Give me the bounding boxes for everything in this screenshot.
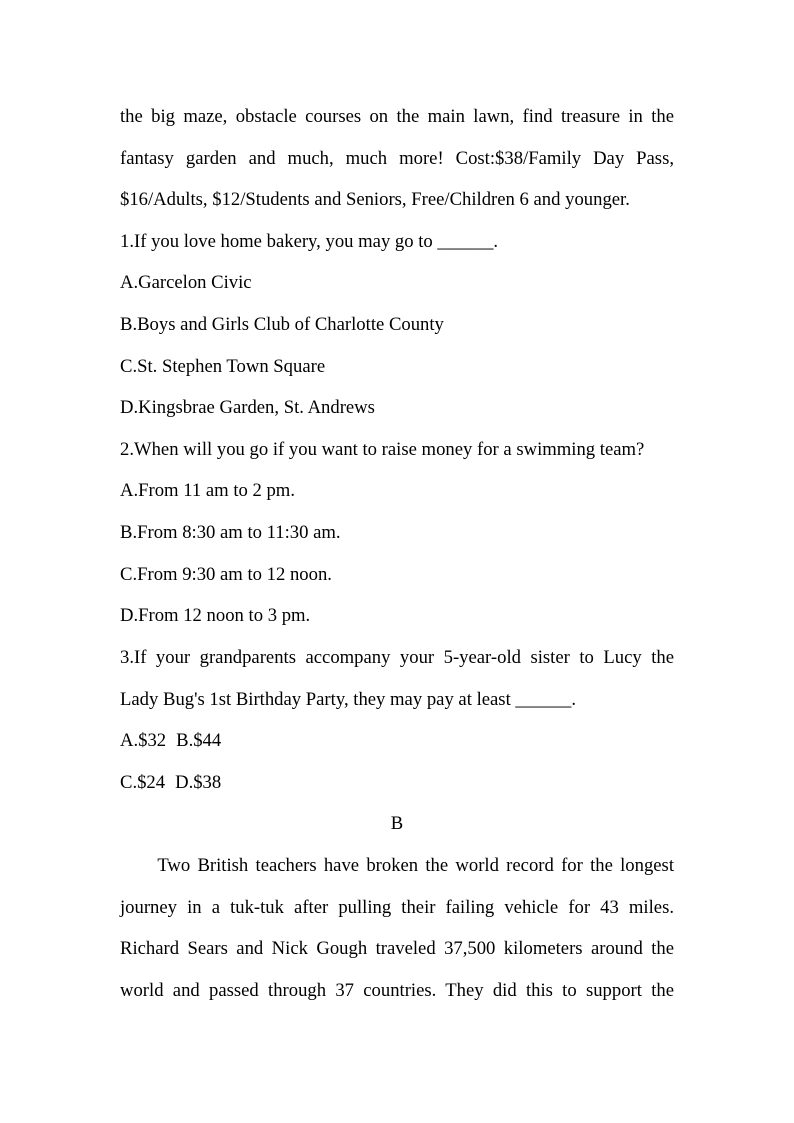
passage-a-continuation: [120, 96, 674, 221]
section-b: [120, 803, 674, 1011]
passage-a-line: fantasy garden and much, much more! Cost:$38/Family Day Pass,: [120, 147, 674, 169]
question-stem: 3.If your grandparents accompany your 5-year-old sister to Lucy the: [120, 646, 674, 668]
passage-b-line: Richard Sears and Nick Gough traveled 37,500 kilometers around the: [120, 938, 674, 960]
option-a: A.Garcelon Civic: [120, 272, 252, 294]
option-b: B.Boys and Girls Club of Charlotte County: [120, 314, 444, 336]
option-d: D.Kingsbrae Garden, St. Andrews: [120, 397, 375, 419]
option-a: A.From 11 am to 2 pm.: [120, 480, 295, 502]
option-a: A.$32: [120, 730, 167, 752]
question-stem: 1.If you love home bakery, you may go to ______.: [120, 230, 499, 252]
passage-a-line: the big maze, obstacle courses on the main lawn, find treasure in the: [120, 106, 674, 127]
option-c: C.From 9:30 am to 12 noon.: [120, 563, 332, 585]
option-d: D.$38: [175, 771, 222, 793]
question-stem: Lady Bug's 1st Birthday Party, they may pay at least ______.: [120, 688, 577, 710]
passage-b-line: Two British teachers have broken the world record for the longest: [157, 854, 674, 876]
option-d: D.From 12 noon to 3 pm.: [120, 605, 311, 627]
question-3: [120, 637, 674, 803]
section-heading: B: [390, 813, 404, 835]
question-1: [120, 221, 674, 429]
question-stem: 2.When will you go if you want to raise money for a swimming team?: [120, 438, 645, 460]
options-row: [120, 720, 674, 762]
option-c: C.$24: [120, 771, 166, 793]
option-b: B.$44: [176, 730, 222, 752]
option-b: B.From 8:30 am to 11:30 am.: [120, 522, 341, 544]
option-c: C.St. Stephen Town Square: [120, 355, 326, 377]
question-2: [120, 429, 674, 637]
passage-b-line: world and passed through 37 countries. They did this to support the: [120, 979, 674, 1001]
options-row: [120, 762, 674, 804]
passage-b-line: journey in a tuk-tuk after pulling their failing vehicle for 43 miles.: [120, 896, 674, 918]
text-column: [120, 96, 674, 1011]
passage-a-line: $16/Adults, $12/Students and Seniors, Free/Children 6 and younger.: [120, 189, 630, 211]
